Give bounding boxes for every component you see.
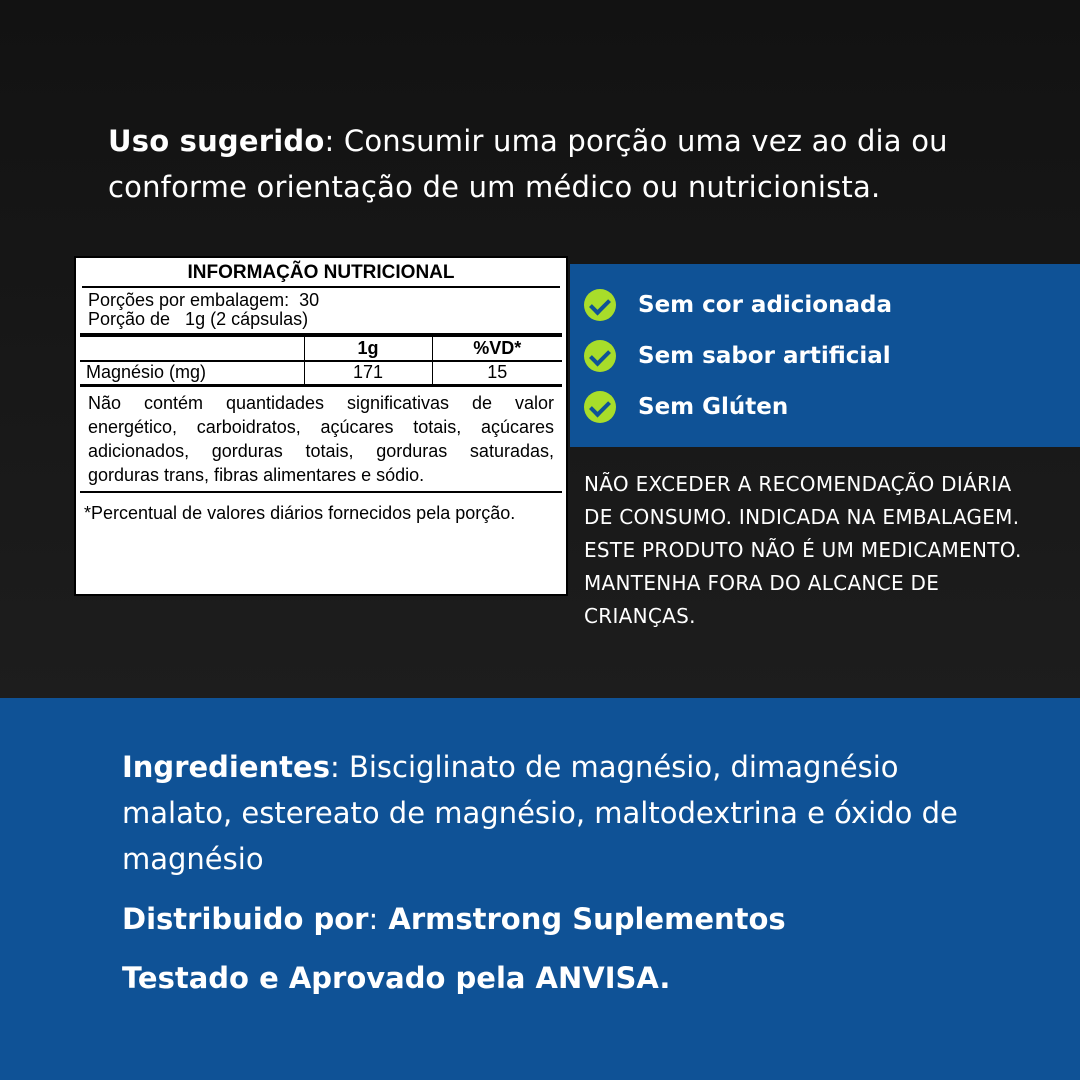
- ingredients-text: Bisciglinato de magnésio, dimagnésio malato, estereato de magnésio, maltodextrina e óxido de magnésio: [122, 750, 958, 876]
- header-dv: %VD*: [432, 337, 562, 361]
- nutrient-dv: 15: [432, 361, 562, 385]
- header-empty-cell: [80, 337, 304, 361]
- nutrient-name: Magnésio (mg): [80, 361, 304, 385]
- distributor: [122, 896, 1002, 942]
- suggested-use-text: Consumir uma porção uma vez ao dia ou conforme orientação de um médico ou nutricionista.: [108, 124, 948, 204]
- anvisa-approval: Testado e Aprovado pela ANVISA.: [122, 961, 671, 995]
- badge-gluten-free: [584, 390, 788, 424]
- nutrition-facts-label: [74, 256, 568, 596]
- nutrition-note: Não contém quantidades significativas de valor energético, carboidratos, açúcares totais, açúcares adicionados, gorduras totais, gorduras saturadas, gorduras trans, fibras alimentares e sódio.: [80, 385, 562, 493]
- check-circle-icon: [584, 289, 616, 321]
- distributor-name: Armstrong Suplementos: [388, 902, 786, 936]
- nutrition-title: INFORMAÇÃO NUTRICIONAL: [82, 258, 560, 288]
- suggested-use-label: Uso sugerido: [108, 124, 325, 158]
- nutrient-amount: 171: [304, 361, 432, 385]
- ingredients-separator: :: [329, 750, 340, 784]
- check-circle-icon: [584, 391, 616, 423]
- check-circle-icon: [584, 340, 616, 372]
- badge-no-color: [584, 288, 892, 322]
- feature-badges-panel: [570, 264, 1080, 447]
- nutrition-table: [80, 336, 562, 385]
- distributor-label: Distribuido por: [122, 902, 369, 936]
- suggested-use: [108, 118, 1008, 210]
- ingredients-label: Ingredientes: [122, 750, 330, 784]
- distributor-separator: :: [368, 902, 379, 936]
- suggested-use-separator: :: [324, 124, 335, 158]
- badge-text: Sem sabor artificial: [638, 343, 891, 369]
- ingredients: [122, 744, 1002, 882]
- header-amount: 1g: [304, 337, 432, 361]
- servings-per-package: Porções por embalagem: 30: [88, 290, 320, 310]
- warning-text: NÃO EXCEDER A RECOMENDAÇÃO DIÁRIA DE CONSUMO. INDICADA NA EMBALAGEM. ESTE PRODUTO NÃO É UM MEDICAMENTO. MANTENHA FORA DO ALCANCE DE CRIANÇAS.: [584, 472, 1022, 628]
- nutrition-footnote: *Percentual de valores diários fornecidos pela porção.: [84, 503, 516, 523]
- nutrition-table-header: [80, 337, 562, 361]
- nutrition-servings: [80, 288, 562, 336]
- badge-text: Sem cor adicionada: [638, 292, 892, 318]
- badge-no-artificial-flavor: [584, 339, 891, 373]
- serving-size: Porção de 1g (2 cápsulas): [88, 309, 309, 329]
- badge-text: Sem Glúten: [638, 394, 789, 420]
- table-row: [80, 361, 562, 385]
